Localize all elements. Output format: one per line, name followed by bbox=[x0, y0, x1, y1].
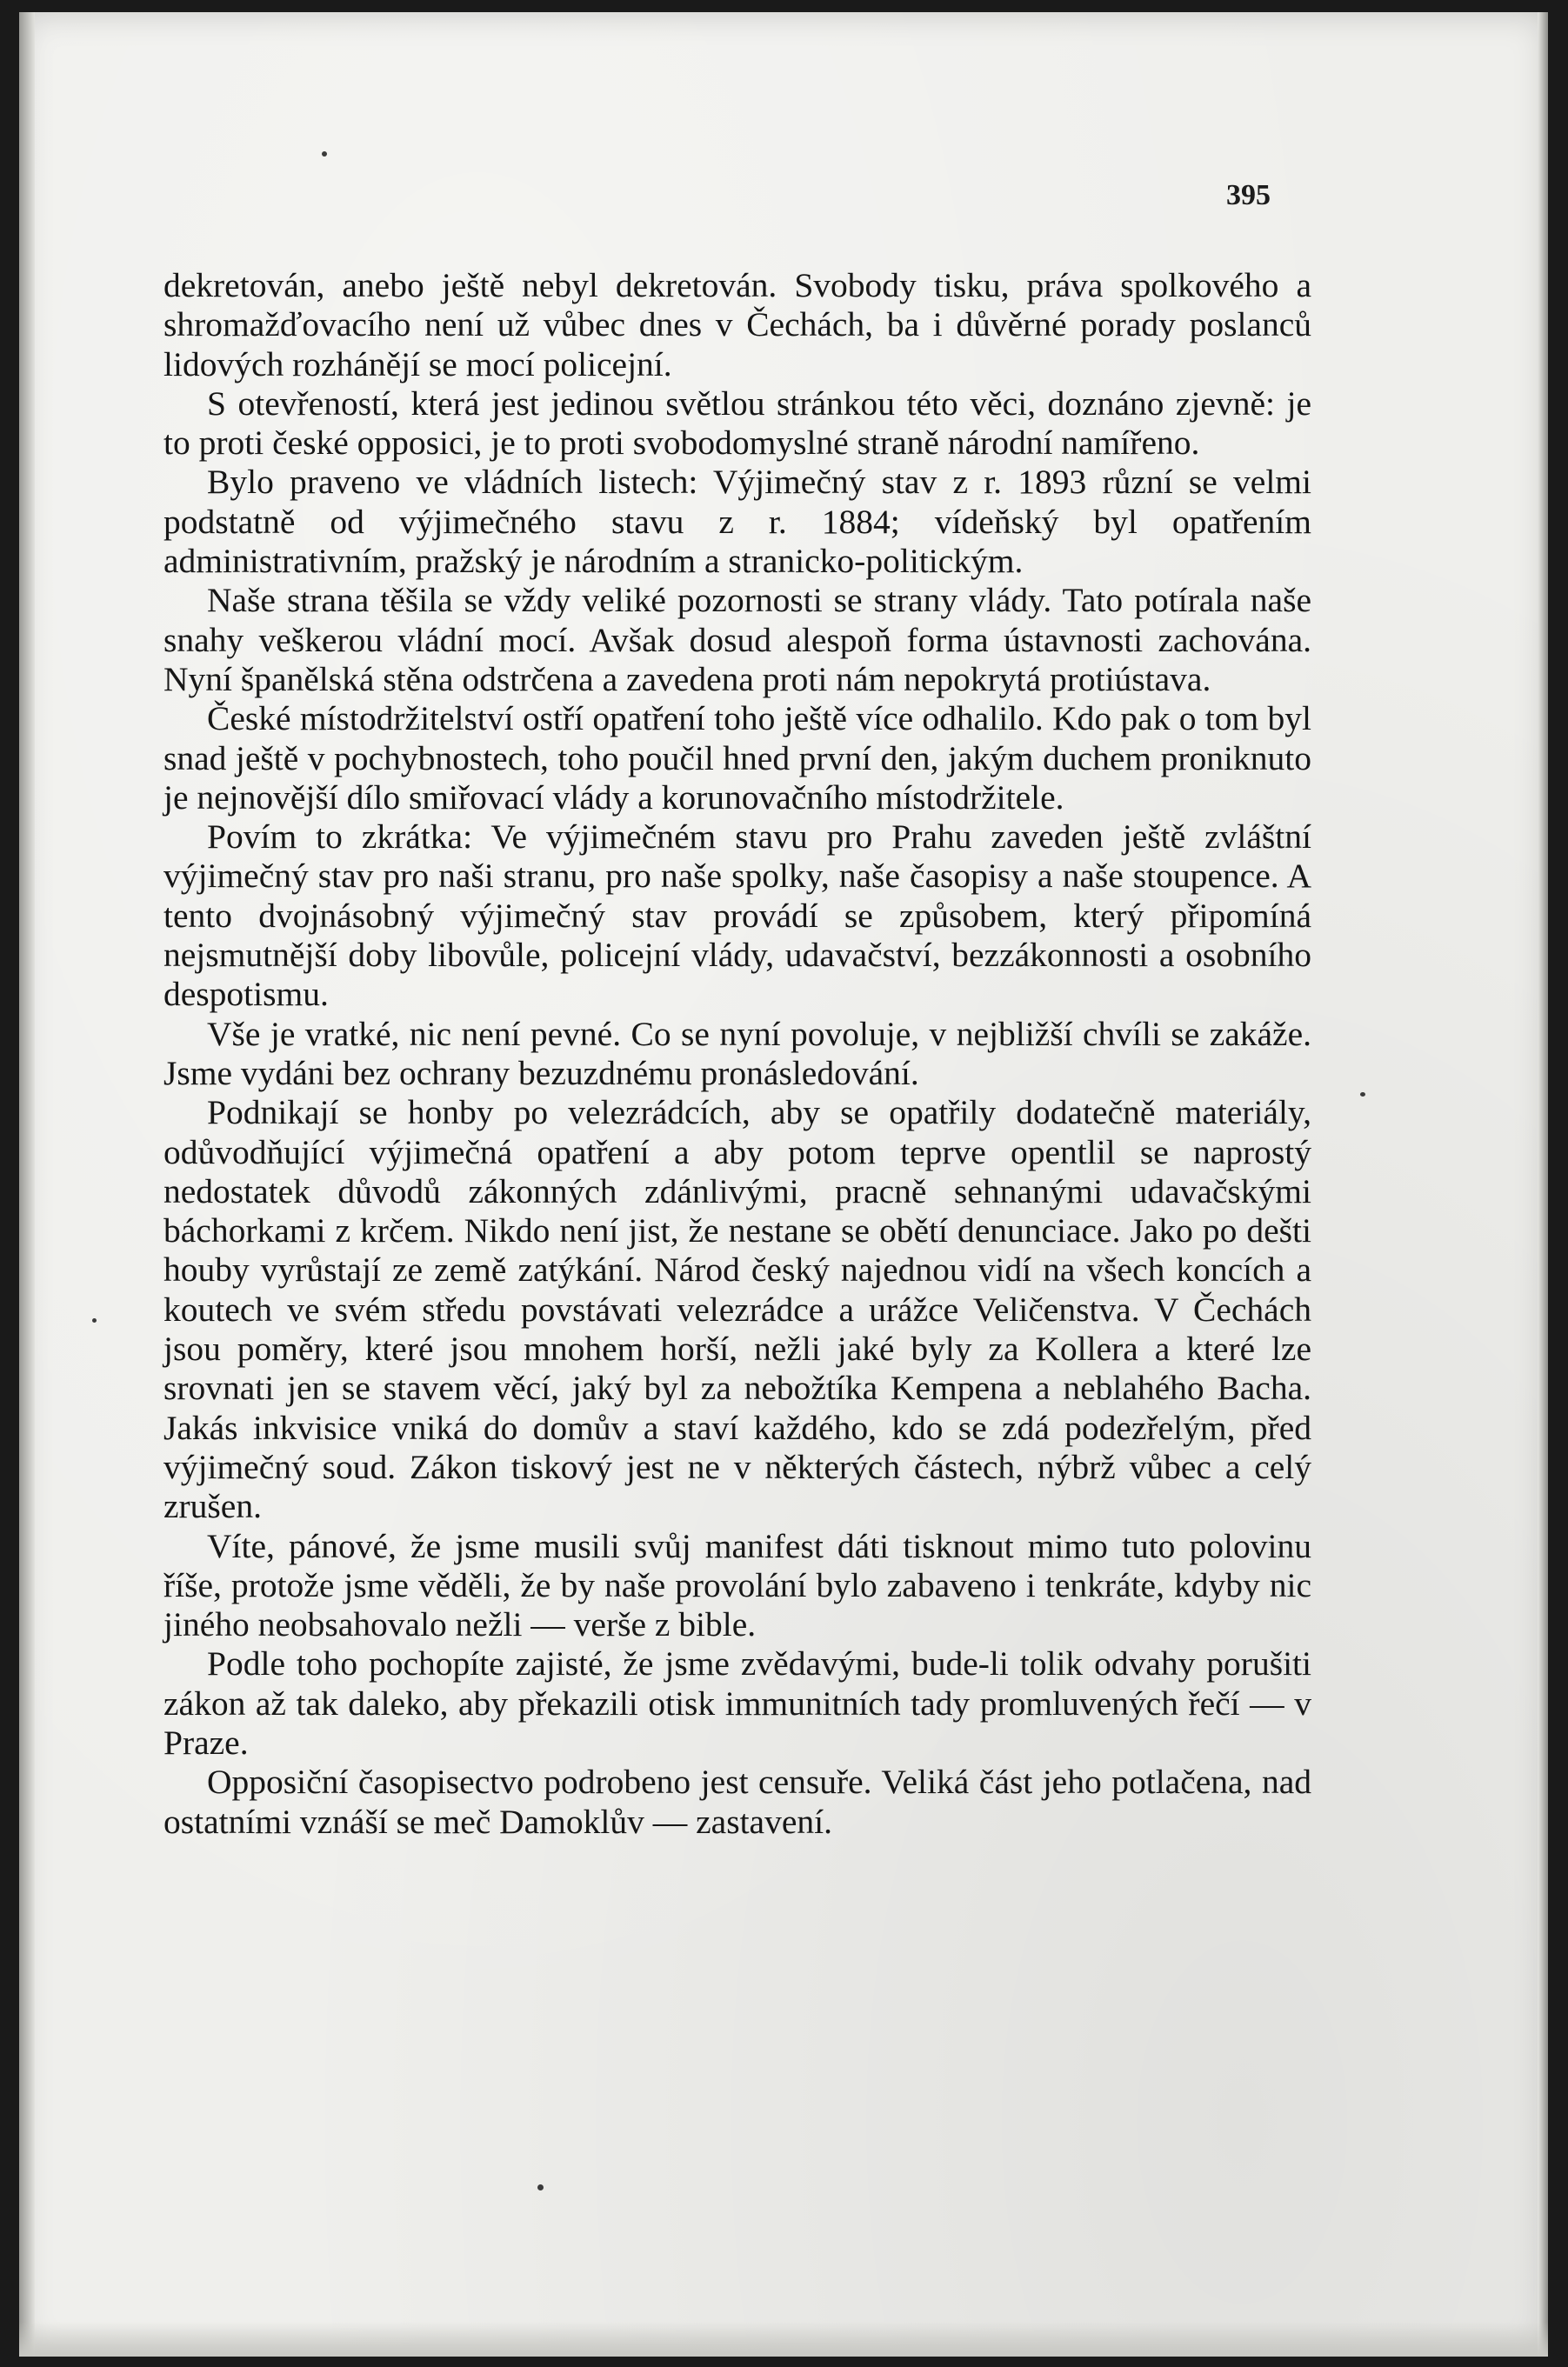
page-right-edge bbox=[1538, 12, 1548, 2357]
paragraph: Vše je vratké, nic není pevné. Co se nyní povoluje, v nejbližší chvíli se zakáže. Jsme vydáni bez ochrany bezuzdnému pronásledování. bbox=[163, 1014, 1311, 1092]
paragraph: Podle toho pochopíte zajisté, že jsme zvědavými, bude-li tolik odvahy porušiti zákon až tak daleko, aby překazili otisk immunitních tady promluvených řečí — v Praze. bbox=[163, 1644, 1311, 1762]
print-speck bbox=[1360, 1092, 1365, 1097]
paragraph: Bylo praveno ve vládních listech: Výjimečný stav z r. 1893 různí se velmi podstatně od výjimečného stavu z r. 1884; vídeňský byl opatřením administrativním, pražský je národním a stranicko-politickým. bbox=[163, 463, 1311, 581]
paragraph: České místodržitelství ostří opatření toho ještě více odhalilo. Kdo pak o tom byl snad ještě v pochybnostech, toho poučil hned první den, jakým duchem proniknuto je nejnovější dílo smiřovací vlády a korunovačního místodržitele. bbox=[163, 699, 1311, 817]
paragraph: Opposiční časopisectvo podrobeno jest censuře. Veliká část jeho potlačena, nad ostatními vznáší se meč Damoklův — zastavení. bbox=[163, 1763, 1311, 1841]
page-number: 395 bbox=[1226, 179, 1271, 211]
scanned-page bbox=[19, 12, 1548, 2357]
paragraph: Naše strana těšila se vždy veliké pozornosti se strany vlády. Tato potírala naše snahy veškerou vládní mocí. Avšak dosud alespoň forma ústavnosti zachována. Nyní španělská stěna odstrčena a zavedena proti nám nepokrytá protiústava. bbox=[163, 581, 1311, 698]
paragraph: Podnikají se honby po velezrádcích, aby se opatřily dodatečně materiály, odůvodňující výjimečná opatření a aby potom teprve opentlil se naprostý nedostatek důvodů zákonných zdánlivými, pracně sehnanými udavačskými báchorkami z krčem. Nikdo není jist, že nestane se obětí denunciace. Jako po dešti houby vyrůstají ze země zatýkání. Národ český najednou vidí na všech koncích a koutech ve svém středu povstávati velezrádce a urážce Veličenstva. V Čechách jsou poměry, které jsou mnohem horší, nežli jaké byly za Kollera a které lze srovnati jen se stavem věcí, jaký byl za nebožtíka Kempena a neblahého Bacha. Jakás inkvisice vniká do domův a staví každého, kdo se zdá podezřelým, před výjimečný soud. Zákon tiskový jest ne v některých částech, nýbrž vůbec a celý zrušen. bbox=[163, 1093, 1311, 1526]
body-text bbox=[163, 266, 1311, 1842]
print-speck bbox=[92, 1318, 97, 1323]
print-speck bbox=[322, 151, 327, 157]
page-left-edge bbox=[19, 12, 35, 2357]
paragraph: Víte, pánové, že jsme musili svůj manifest dáti tisknout mimo tuto polovinu říše, protože jsme věděli, že by naše provolání bylo zabaveno i tenkráte, kdyby nic jiného neobsahovalo nežli — verše z bible. bbox=[163, 1526, 1311, 1644]
paragraph: dekretován, anebo ještě nebyl dekretován. Svobody tisku, práva spolkového a shromažďovacího není už vůbec dnes v Čechách, ba i důvěrné porady poslanců lidových rozhánějí se mocí policejní. bbox=[163, 266, 1311, 383]
paragraph: Povím to zkrátka: Ve výjimečném stavu pro Prahu zaveden ještě zvláštní výjimečný stav pro naši stranu, pro naše spolky, naše časopisy a naše stoupence. A tento dvojnásobný výjimečný stav provádí se způsobem, který připomíná nejsmutnější doby libovůle, policejní vlády, udavačství, bezzákonnosti a osobního despotismu. bbox=[163, 817, 1311, 1014]
print-speck bbox=[537, 2184, 544, 2190]
paragraph: S otevřeností, která jest jedinou světlou stránkou této věci, doznáno zjevně: je to proti české opposici, je to proti svobodomyslné straně národní namířeno. bbox=[163, 383, 1311, 463]
page-bottom-shadow bbox=[19, 2322, 1548, 2357]
